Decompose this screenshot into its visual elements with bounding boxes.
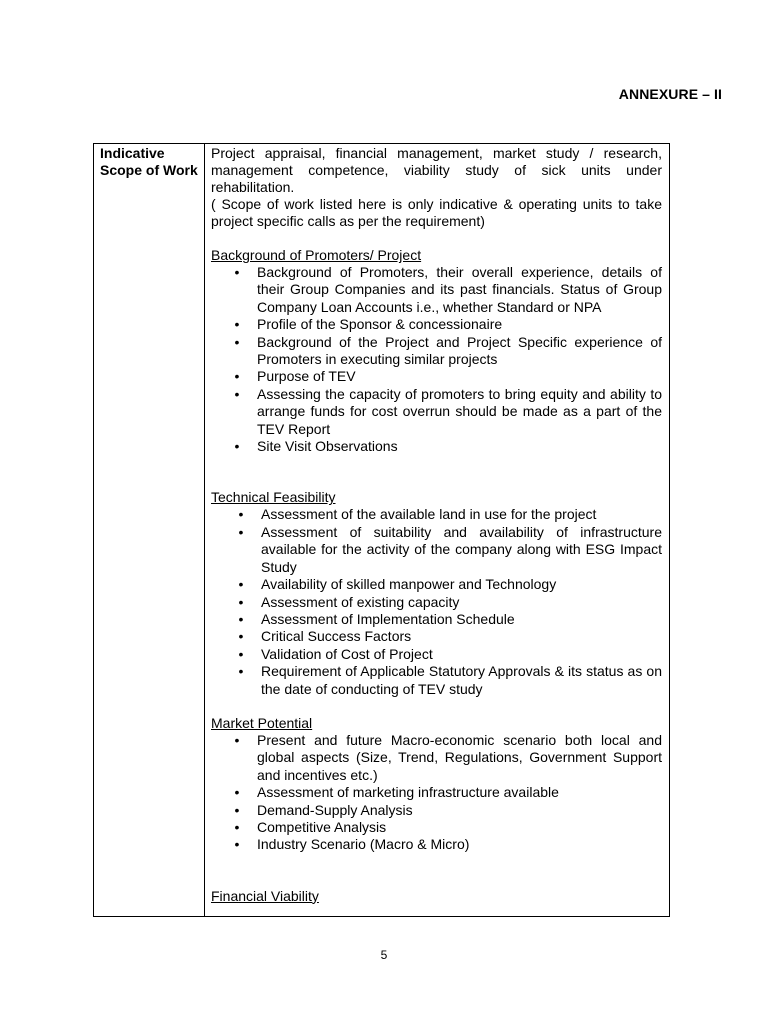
list-item-text: Assessment of Implementation Schedule [261,610,515,627]
scope-table [93,143,670,917]
list-item [211,386,662,438]
list-item-text: Background of Promoters, their overall experience, details of their Group Companies and its past financials. Status of Group Company Loan Accounts i.e., whether Standard or NPA [257,264,662,315]
bullet-icon: • [234,438,240,455]
list-item-text: Availability of skilled manpower and Technology [261,576,557,593]
list-item [211,594,662,611]
list-item [211,611,662,628]
scope-content-cell [211,145,662,905]
bullet-icon: • [238,506,244,523]
bullet-icon: • [238,610,244,627]
bullet-icon: • [234,836,240,853]
list-item [211,264,662,316]
bullet-icon: • [238,576,244,593]
list-item-text: Purpose of TEV [257,368,356,385]
list-item [211,732,662,784]
intro-text: Project appraisal, financial management, market study / research, management competence, viability study of sick units under rehabilitation. [211,145,662,195]
column-divider [204,144,205,916]
list-item-text: Demand-Supply Analysis [257,801,413,818]
bullet-icon: • [234,801,240,818]
market-list [211,732,662,854]
list-item [211,819,662,836]
list-item [211,524,662,576]
list-item [211,836,662,853]
list-item [211,663,662,698]
bullet-icon: • [238,523,244,540]
list-item-text: Background of the Project and Project Specific experience of Promoters in executing similar projects [257,333,662,368]
list-item-text: Assessment of marketing infrastructure available [257,784,559,801]
bullet-icon: • [234,368,240,385]
list-item [211,438,662,455]
list-item [211,784,662,801]
list-item [211,506,662,523]
scope-note: ( Scope of work listed here is only indicative & operating units to take project specific calls as per the requirement) [211,196,662,229]
list-item-text: Assessing the capacity of promoters to bring equity and ability to arrange funds for cost overrun should be made as a part of the TEV Report [257,385,662,437]
section-title-background: Background of Promoters/ Project [211,247,422,263]
annexure-heading: ANNEXURE – II [618,86,722,102]
list-item-text: Site Visit Observations [257,438,398,455]
list-item-text: Competitive Analysis [257,818,387,835]
background-list [211,264,662,455]
bullet-icon: • [234,784,240,801]
bullet-icon: • [238,663,244,680]
bullet-icon: • [234,385,240,402]
list-item-text: Profile of the Sponsor & concessionaire [257,316,503,333]
page-number: 5 [380,948,388,962]
list-item-text: Requirement of Applicable Statutory Approvals & its status as on the date of conducting of TEV study [261,663,662,697]
list-item-text: Critical Success Factors [261,628,412,645]
section-title-market: Market Potential [211,714,313,731]
list-item [211,628,662,645]
bullet-icon: • [238,628,244,645]
bullet-icon: • [234,316,240,333]
list-item-text: Assessment of existing capacity [261,593,460,610]
list-item-text: Assessment of the available land in use for the project [261,506,597,523]
section-title-financial: Financial Viability [211,887,319,904]
list-item [211,316,662,333]
list-item [211,576,662,593]
bullet-icon: • [238,593,244,610]
section-title-technical: Technical Feasibility [211,489,336,506]
scope-label-cell: Indicative Scope of Work [100,145,198,178]
bullet-icon: • [238,645,244,662]
list-item [211,368,662,385]
bullet-icon: • [234,731,240,748]
list-item-text: Validation of Cost of Project [261,645,433,662]
list-item-text: Assessment of suitability and availability of infrastructure available for the activity of the company along with ESG Impact Study [261,523,662,575]
bullet-icon: • [234,818,240,835]
list-item [211,646,662,663]
list-item-text: Industry Scenario (Macro & Micro) [257,836,470,853]
list-item [211,802,662,819]
list-item-text: Present and future Macro-economic scenario both local and global aspects (Size, Trend, Regulations, Government Support and incentives etc.) [257,731,662,783]
technical-list [211,506,662,697]
list-item [211,334,662,369]
bullet-icon: • [234,333,240,350]
bullet-icon: • [234,264,240,280]
